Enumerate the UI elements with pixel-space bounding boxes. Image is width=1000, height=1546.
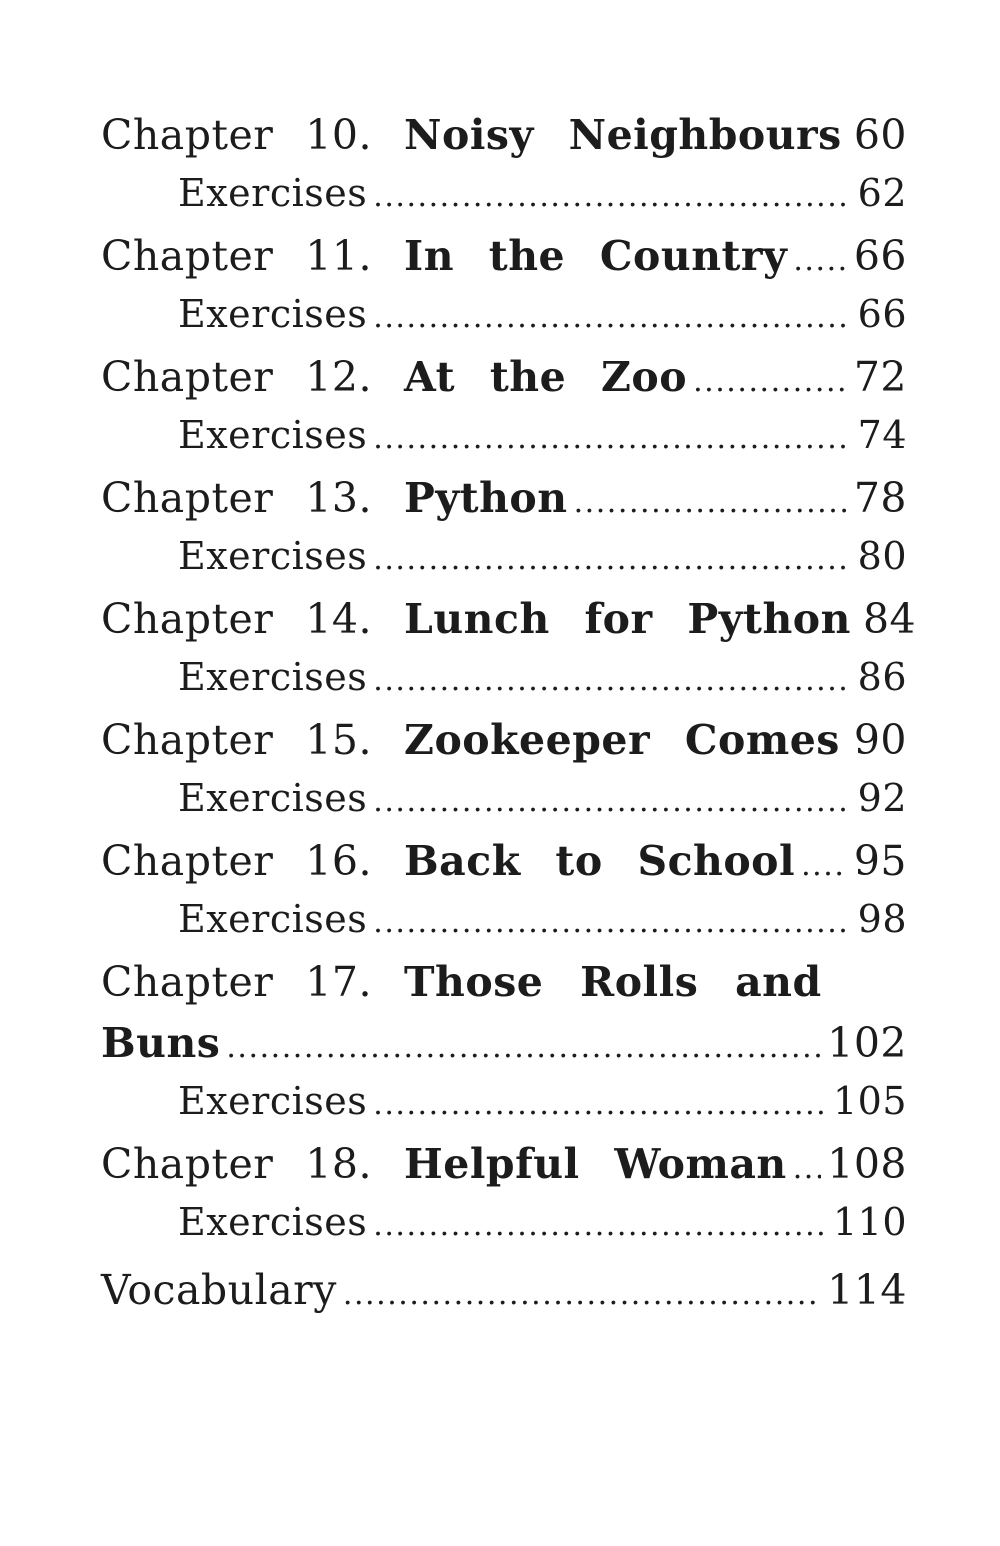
chapter-number: 16.	[305, 837, 373, 885]
toc-exercises-13[interactable]	[101, 534, 907, 594]
toc-exercises-11[interactable]	[101, 292, 907, 352]
page-number: 110	[832, 1200, 907, 1244]
chapter-title-line-2: Buns	[101, 1019, 221, 1067]
chapter-title: Helpful Woman	[404, 1140, 787, 1188]
page-number: 84	[862, 595, 917, 643]
toc-chapter-14[interactable]	[101, 594, 917, 655]
toc-exercises-10[interactable]	[101, 171, 907, 231]
page-number: 72	[853, 353, 907, 401]
chapter-title-line-1: Those Rolls and	[404, 958, 822, 1006]
chapter-number: 17.	[305, 958, 373, 1006]
chapter-title: At the Zoo	[404, 353, 688, 401]
dot-leader	[373, 901, 851, 945]
chapter-title: Python	[404, 474, 568, 522]
toc-chapter-15[interactable]	[101, 715, 907, 776]
chapter-title: Back to School	[404, 837, 796, 885]
dot-leader	[793, 236, 847, 286]
toc-chapter-16[interactable]	[101, 836, 907, 897]
dot-leader	[373, 296, 851, 340]
chapter-label: Chapter	[101, 837, 274, 885]
toc-exercises-17[interactable]	[101, 1079, 907, 1139]
exercises-label: Exercises	[178, 534, 368, 578]
page-number: 90	[853, 716, 907, 764]
toc-chapter-10[interactable]	[101, 110, 907, 171]
chapter-number: 10.	[305, 111, 373, 159]
dot-leader	[373, 1204, 827, 1248]
toc-chapter-17[interactable]	[101, 957, 907, 1018]
dot-leader	[373, 1083, 827, 1127]
chapter-label: Chapter	[101, 958, 274, 1006]
chapter-label: Chapter	[101, 111, 274, 159]
page-number: 92	[857, 776, 907, 820]
page-number: 86	[857, 655, 907, 699]
page-number: 62	[857, 171, 907, 215]
exercises-label: Exercises	[178, 1079, 368, 1123]
page-number: 80	[857, 534, 907, 578]
page-number: 98	[857, 897, 907, 941]
chapter-title: Noisy Neighbours	[404, 111, 842, 159]
exercises-label: Exercises	[178, 776, 368, 820]
exercises-label: Exercises	[178, 1200, 368, 1244]
dot-leader	[373, 538, 851, 582]
toc-exercises-14[interactable]	[101, 655, 907, 715]
dot-leader	[373, 659, 851, 703]
dot-leader	[801, 841, 848, 891]
chapter-label: Chapter	[101, 1140, 274, 1188]
exercises-label: Exercises	[178, 897, 368, 941]
dot-leader	[846, 720, 848, 770]
toc-vocabulary[interactable]	[101, 1265, 907, 1325]
chapter-label: Chapter	[101, 232, 274, 280]
chapter-label: Chapter	[101, 595, 274, 643]
dot-leader	[793, 1144, 822, 1194]
toc-exercises-15[interactable]	[101, 776, 907, 836]
toc-chapter-18[interactable]	[101, 1139, 907, 1200]
dot-leader	[693, 357, 848, 407]
toc-chapter-11[interactable]	[101, 231, 907, 292]
dot-leader	[574, 478, 848, 528]
dot-leader	[226, 1023, 821, 1073]
chapter-number: 13.	[305, 474, 373, 522]
page-number: 108	[827, 1140, 907, 1188]
chapter-number: 12.	[305, 353, 373, 401]
chapter-label: Chapter	[101, 474, 274, 522]
chapter-label: Chapter	[101, 716, 274, 764]
dot-leader	[343, 1270, 821, 1320]
chapter-number: 15.	[305, 716, 373, 764]
table-of-contents	[101, 110, 917, 1325]
dot-leader	[373, 780, 851, 824]
toc-exercises-16[interactable]	[101, 897, 907, 957]
page-number: 60	[853, 111, 907, 159]
page-number: 66	[853, 232, 907, 280]
exercises-label: Exercises	[178, 655, 368, 699]
dot-leader	[373, 175, 851, 219]
chapter-number: 14.	[305, 595, 373, 643]
toc-exercises-18[interactable]	[101, 1200, 907, 1260]
exercises-label: Exercises	[178, 171, 368, 215]
exercises-label: Exercises	[178, 292, 368, 336]
chapter-number: 18.	[305, 1140, 373, 1188]
page-number: 114	[827, 1266, 907, 1314]
vocabulary-label: Vocabulary	[101, 1266, 337, 1314]
page-number: 74	[857, 413, 907, 457]
exercises-label: Exercises	[178, 413, 368, 457]
dot-leader	[373, 417, 851, 461]
chapter-number: 11.	[305, 232, 373, 280]
toc-chapter-17-continued[interactable]	[101, 1018, 907, 1079]
toc-chapter-13[interactable]	[101, 473, 907, 534]
page-number: 78	[853, 474, 907, 522]
chapter-title: Lunch for Python	[404, 595, 851, 643]
page-number: 66	[857, 292, 907, 336]
chapter-label: Chapter	[101, 353, 274, 401]
page-number: 102	[827, 1019, 907, 1067]
page-number: 105	[832, 1079, 907, 1123]
chapter-title: Zookeeper Comes	[404, 716, 840, 764]
chapter-title: In the Country	[404, 232, 788, 280]
page-number: 95	[853, 837, 907, 885]
toc-exercises-12[interactable]	[101, 413, 907, 473]
toc-chapter-12[interactable]	[101, 352, 907, 413]
